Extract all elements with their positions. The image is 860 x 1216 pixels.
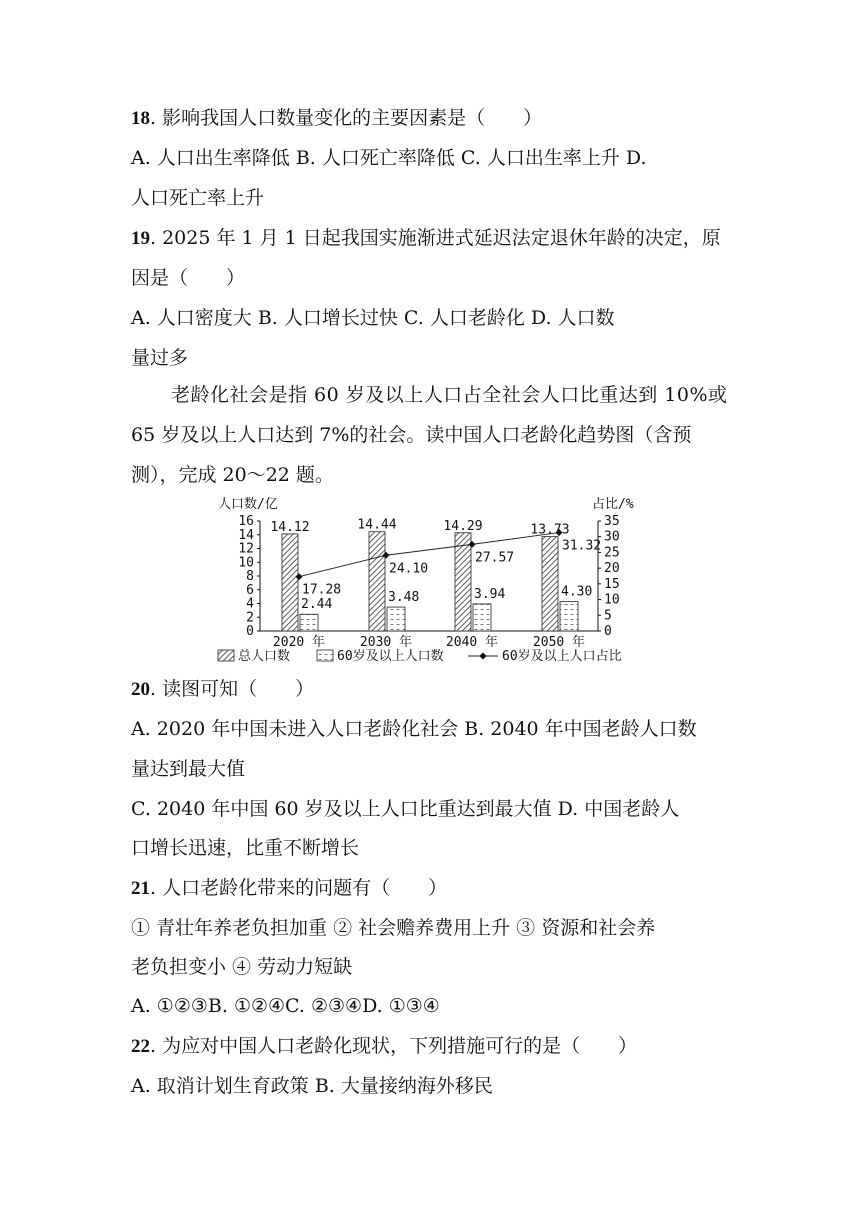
right-tick-label: 20 [604, 561, 620, 577]
right-axis-title: 占比/% [592, 497, 634, 512]
right-tick-label: 25 [604, 545, 620, 561]
question-text: . 为应对中国人口老龄化现状，下列措施可行的是（ ） [150, 1035, 638, 1057]
left-tick-label: 6 [246, 582, 254, 598]
label-elderly-population: 2.44 [301, 597, 333, 613]
bar-total-population [542, 537, 558, 631]
label-elderly-population: 3.48 [388, 590, 420, 606]
question-20-options-cont: 量达到最大值 [131, 758, 246, 780]
question-18-options: A. 人口出生率降低 B. 人口死亡率降低 C. 人口出生率上升 D. [131, 147, 647, 169]
chart-line [295, 529, 562, 580]
chart-bars [282, 532, 578, 631]
question-19-stem-cont: 因是（ ） [131, 267, 246, 289]
question-number: 21 [131, 878, 150, 899]
question-22-options: A. 取消计划生育政策 B. 大量接纳海外移民 [131, 1075, 493, 1097]
question-number: 19 [131, 228, 150, 249]
left-tick-label: 0 [246, 624, 254, 639]
right-tick-label: 0 [604, 624, 612, 639]
right-tick-label: 35 [604, 514, 620, 529]
label-elderly-population: 4.30 [561, 584, 593, 600]
label-total-population: 14.29 [443, 518, 483, 534]
left-axis-title: 人口数/亿 [218, 497, 278, 512]
right-tick-label: 10 [604, 592, 620, 608]
aging-trend-chart [216, 492, 646, 668]
question-20-options: A. 2020 年中国未进入人口老龄化社会 B. 2040 年中国老龄人口数 [131, 718, 697, 740]
x-tick-label: 2030 年 [359, 635, 413, 650]
label-elderly-ratio: 17.28 [302, 582, 342, 598]
question-text: . 2025 年 1 月 1 日起我国实施渐进式延迟法定退休年龄的决定，原 [150, 227, 721, 249]
legend-label-elderly: 60岁及以上人口数 [337, 649, 444, 664]
question-text: . 读图可知（ ） [150, 678, 315, 700]
bar-total-population [369, 532, 385, 631]
label-elderly-ratio: 31.32 [562, 538, 602, 554]
question-20-stem [131, 677, 314, 702]
question-18-options-cont: 人口死亡率上升 [131, 187, 265, 209]
question-19-stem [131, 226, 721, 251]
question-22-stem [131, 1034, 637, 1059]
left-tick-label: 12 [238, 541, 254, 557]
left-tick-label: 14 [238, 527, 254, 543]
label-elderly-ratio: 27.57 [475, 550, 515, 566]
chart-legend [218, 648, 622, 664]
right-tick-label: 15 [604, 576, 620, 592]
x-tick-label: 2040 年 [445, 635, 499, 650]
legend-swatch-total [218, 650, 234, 661]
question-19-options-cont: 量过多 [131, 347, 189, 369]
question-21-items-cont: 老负担变小 ④ 劳动力短缺 [131, 956, 353, 978]
bar-elderly-population [300, 614, 318, 631]
intro-line-3: 测），完成 20～22 题。 [131, 464, 334, 486]
bar-elderly-population [473, 604, 491, 631]
left-tick-label: 2 [246, 610, 254, 626]
bar-elderly-population [560, 601, 578, 631]
label-total-population: 14.12 [270, 519, 310, 535]
left-tick-label: 10 [238, 555, 254, 571]
x-tick-label: 2020 年 [272, 635, 326, 650]
line-elderly-ratio [299, 533, 559, 577]
label-total-population: 14.44 [357, 517, 397, 533]
question-21-items: ① 青壮年养老负担加重 ② 社会赡养费用上升 ③ 资源和社会养 [131, 917, 656, 939]
question-number: 20 [131, 679, 150, 700]
legend-swatch-elderly [317, 650, 333, 661]
right-tick-label: 30 [604, 529, 620, 545]
legend-marker-ratio [479, 652, 486, 659]
bar-total-population [455, 533, 471, 631]
left-tick-label: 4 [246, 596, 254, 612]
label-elderly-ratio: 24.10 [389, 561, 429, 577]
question-text: . 人口老龄化带来的问题有（ ） [150, 877, 448, 899]
question-text: . 影响我国人口数量变化的主要因素是（ ） [150, 107, 543, 129]
question-20-options-3: 口增长迅速，比重不断增长 [131, 837, 360, 859]
x-tick-label: 2050 年 [532, 635, 586, 650]
question-number: 18 [131, 108, 150, 129]
left-tick-label: 8 [246, 569, 254, 584]
question-18-stem [131, 106, 542, 131]
legend-label-total: 总人口数 [238, 649, 291, 664]
intro-line-1: 老龄化社会是指 60 岁及以上人口占全社会人口比重达到 10%或 [171, 384, 728, 406]
question-21-stem [131, 876, 447, 901]
legend-label-ratio: 60岁及以上人口占比 [502, 649, 622, 664]
left-tick-label: 16 [238, 514, 254, 529]
bar-total-population [282, 534, 298, 631]
question-number: 22 [131, 1036, 150, 1057]
right-tick-label: 5 [604, 608, 612, 624]
question-19-options: A. 人口密度大 B. 人口增长过快 C. 人口老龄化 D. 人口数 [131, 307, 615, 329]
label-total-population: 13.73 [530, 522, 570, 538]
bar-elderly-population [387, 607, 405, 631]
label-elderly-population: 3.94 [474, 586, 506, 602]
intro-line-2: 65 岁及以上人口达到 7%的社会。读中国人口老龄化趋势图（含预 [131, 424, 692, 446]
question-20-options-2: C. 2040 年中国 60 岁及以上人口比重达到最大值 D. 中国老龄人 [131, 798, 680, 820]
question-21-options: A. ①②③B. ①②④C. ②③④D. ①③④ [131, 995, 440, 1017]
